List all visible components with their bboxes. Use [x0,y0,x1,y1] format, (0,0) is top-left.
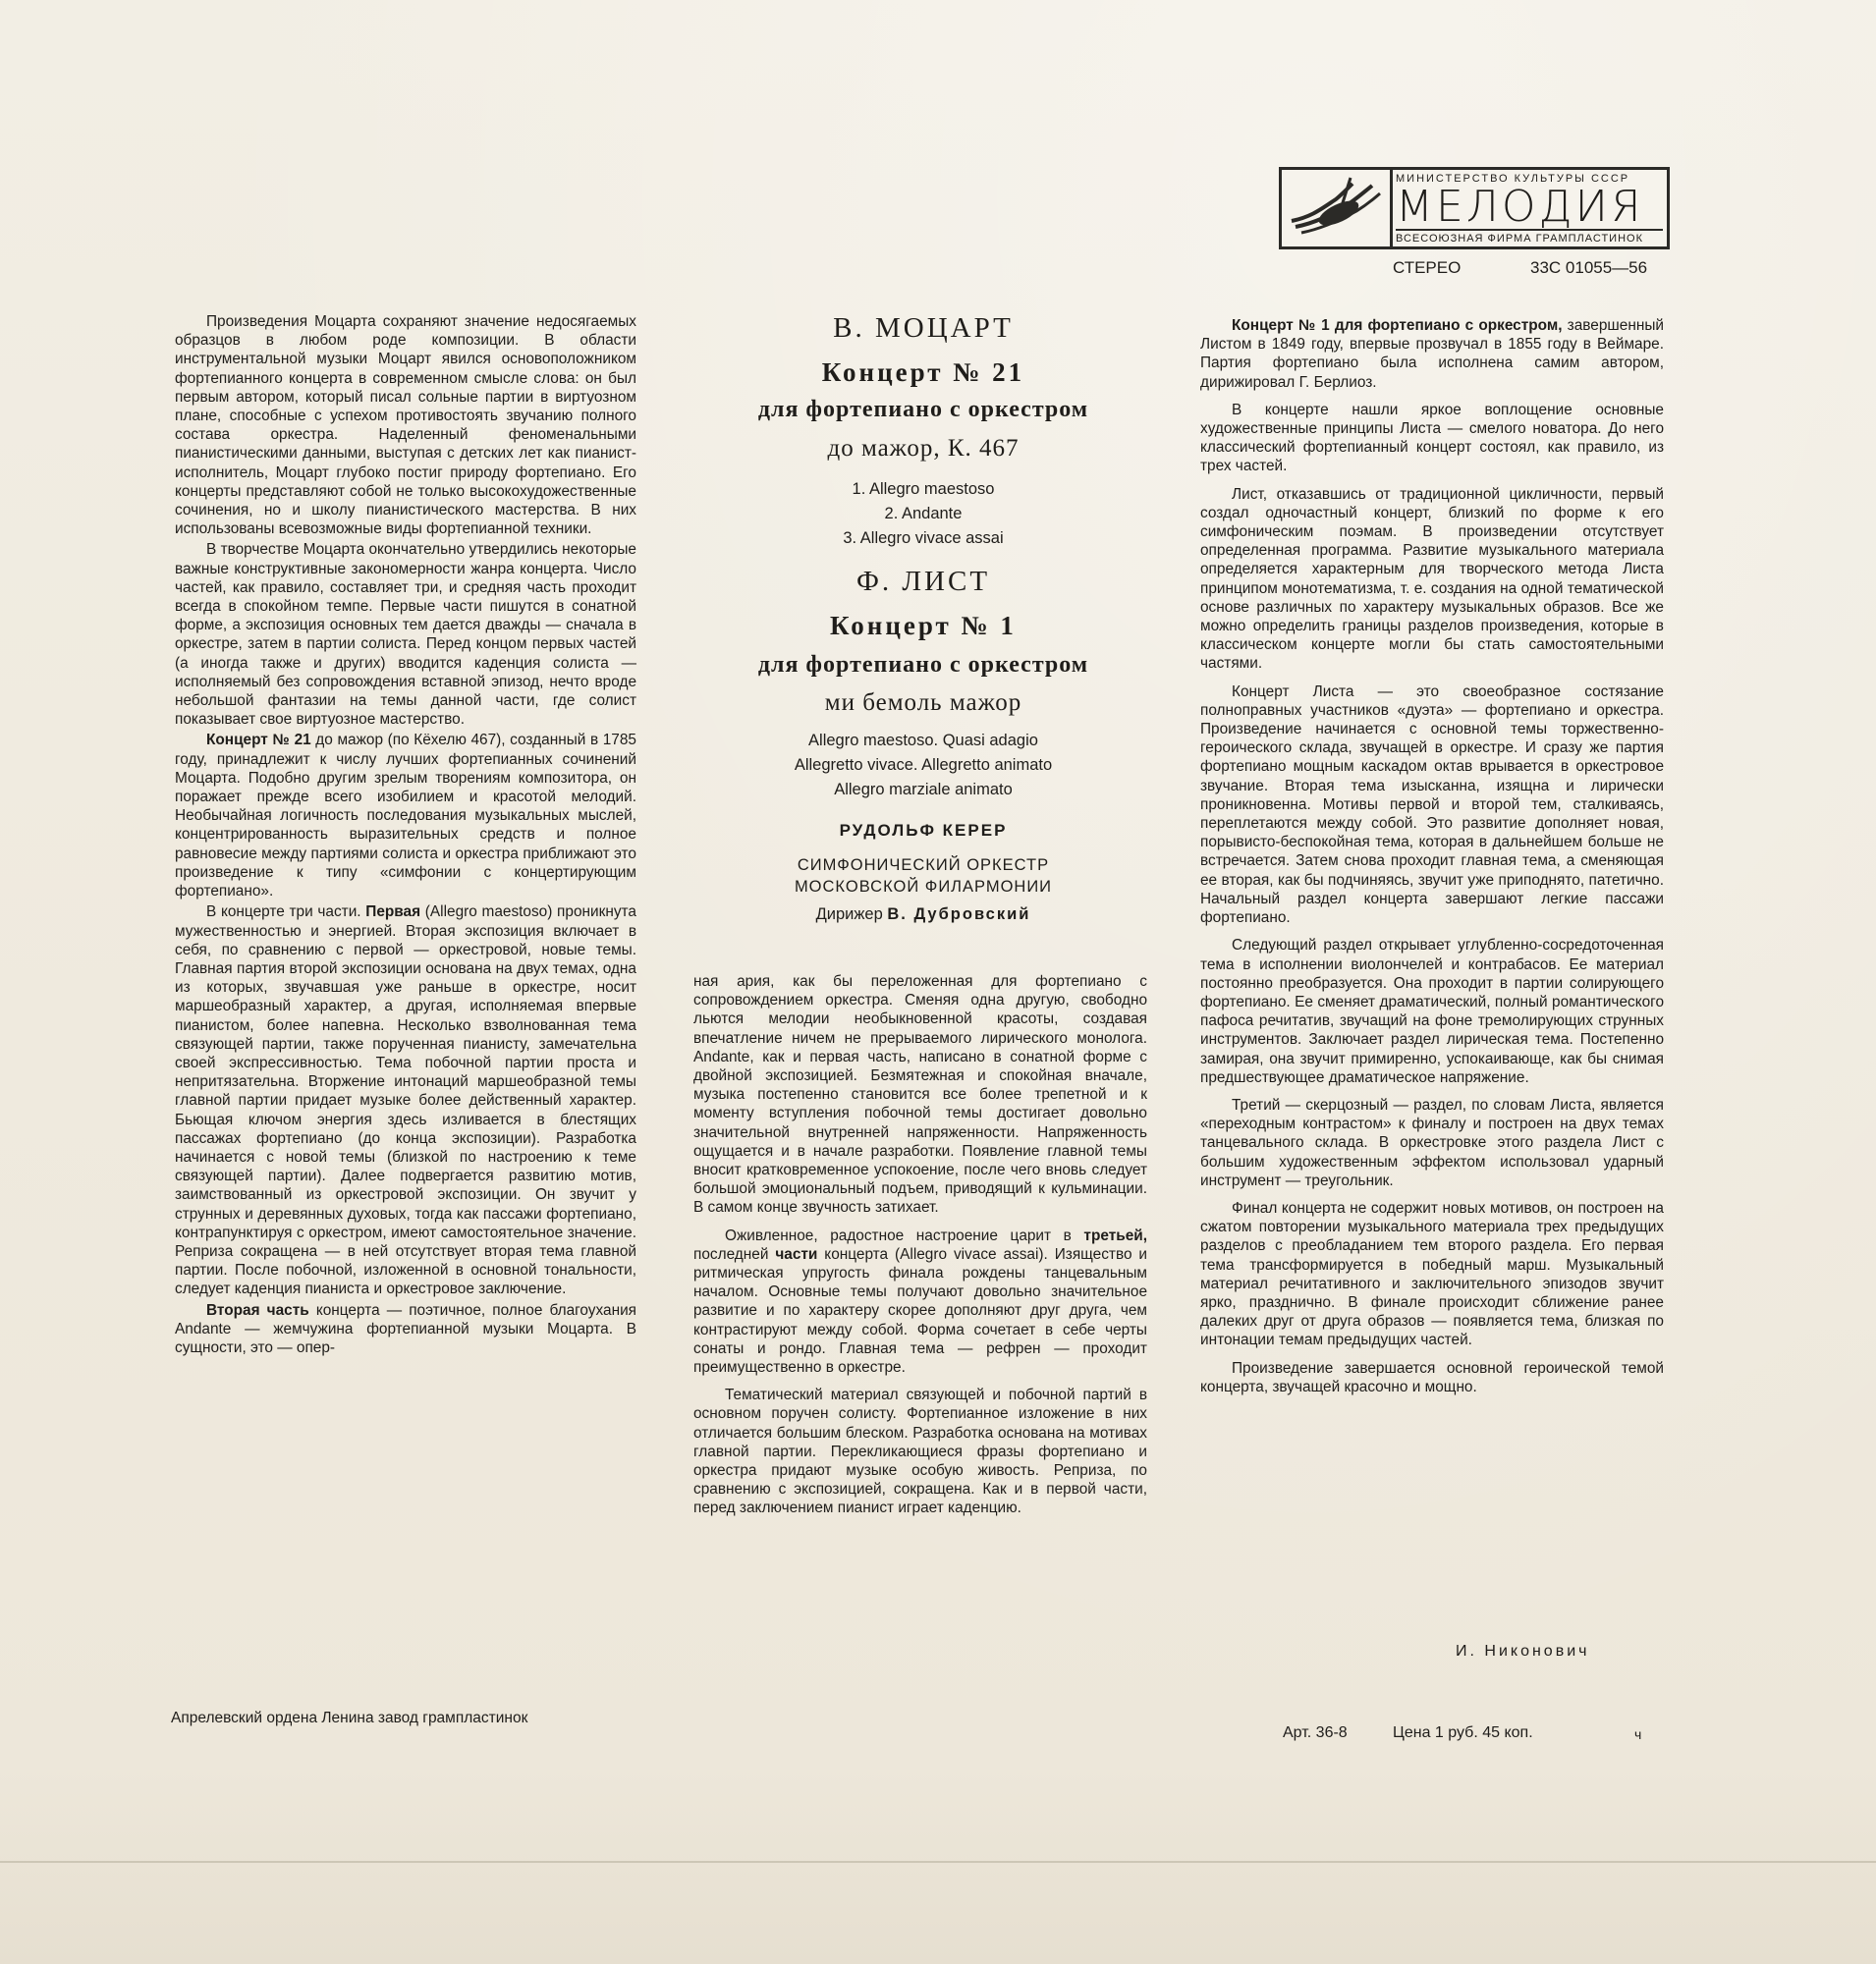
paragraph: Концерт Листа — это своеобразное состязание полноправных участников «дуэта» — фортепиано и оркестра. Произведение начинается с основной темы торжественно-героического склада, звучащей в оркестре. И сразу же партия фортепиано мощным каскадом октав врывается в оркестровое звучание. Вторая тема изысканна, изящна и лирически проникновенна. Мотивы первой и второй тем, сталкиваясь, переплетаются между собой. Это развитие дополняет новая, порывисто-беспокойная тема, которая в дальнейшем больше не встречается. Затем снова проходит главная тема, а сменяющая ее вторая, как бы подчиняясь, звучит уже приподнято, патетично. Начальный раздел концерта завершают легкие пассажи фортепиано. [1200,682,1664,927]
movement: 1. Allegro maestoso [852,480,995,498]
conductor [688,905,1159,924]
paragraph-text: завершенный Листом в 1849 году, впервые прозвучал в 1855 году в Веймаре. Партия фортепиано была исполнена самим автором, дирижировал Г. Берлиоз. [1200,317,1664,391]
bold-phrase: третьей, [1083,1227,1147,1244]
mozart-movements [688,477,1159,551]
orchestra [688,854,1159,898]
logo-ministry: МИНИСТЕРСТВО КУЛЬТУРЫ СССР [1396,173,1630,185]
conductor-name: В. Дубровский [887,905,1031,923]
paragraph-text: (Allegro maestoso) проникнута мужественностью и энергией. Вторая экспозиция включает в себя, по сравнению с первой — оркестровой, новые темы. Главная партия второй экспозиции основана на двух темах, одна из которых, звучавшая уже раньше в оркестре, носит маршеобразный характер, а другая, исполняемая впервые пианистом, более напевна. Несколько взволнованная тема связующей партии, также порученная пианисту, замечательна своей экспрессивностью. Тема побочной партии проста и непритязательна. Вторжение интонаций маршеобразной темы главной партии придает музыке более действенный характер. Бьющая ключом энергия здесь изливается в блестящих пассажах фортепиано (до конца экспозиции). Разработка начинается с новой темы (близкой по настроению к теме связующей партии). Далее подвергается развитию мотив, заимствованный из оркестровой экспозиции. Он звучит у струнных и деревянных духовых, тогда как пассажи фортепиано, контрапунктируя с оркестром, имеют самостоятельное значение. Реприза сокращена — в ней отсутствует вторая тема главной партии. После побочной, изложенной в основной тональности, следует каденция пианиста и оркестровое заключение. [175,903,636,1298]
mozart-composer: В. МОЦАРТ [833,312,1014,344]
price: Цена 1 руб. 45 коп. [1393,1724,1533,1741]
orchestra-line: МОСКОВСКОЙ ФИЛАРМОНИИ [794,878,1053,896]
bold-phrase: Вторая часть [206,1301,309,1319]
paragraph: Тематический материал связующей и побочной партий в основном поручен солисту. Фортепианное изложение в них отличается большим блеском. Разработка основана на мотивах главной партии. Перекликающиеся фразы фортепиано и оркестра придают музыке особую живость. Реприза, по сравнению с экспозицией, сокращена. Как и в первой части, перед заключением пианист играет каденцию. [693,1387,1147,1517]
bold-phrase: Концерт № 21 [206,732,311,749]
liszt-movements [688,729,1159,802]
paragraph: Произведение завершается основной героической темой концерта, звучащей красочно и мощно. [1200,1359,1664,1395]
bold-phrase: части [775,1245,818,1263]
paragraph: Третий — скерцозный — раздел, по словам Листа, является «переходным контрастом» к финалу и построен на двух темах танцевального склада. В оркестровке этого раздела Лист с большим художественным эффектом использовал ударный инструмент — треугольник. [1200,1096,1664,1189]
paragraph-text: концерта — поэтичное, полное благоухания Andante — жемчужина фортепианной музыки Моцарта. В сущности, это — опер- [175,1301,637,1356]
paragraph: В концерте нашли яркое воплощение основные художественные принципы Листа — смелого новатора. До него классический фортепианный концерт состоял, как правило, из трех частей. [1200,401,1664,475]
bold-phrase: Концерт № 1 для фортепиано с оркестром, [1232,317,1563,334]
paragraph: ная ария, как бы переложенная для фортепиано с сопровождением оркестра. Сменяя одна другую, свободно льются мелодии необыкновенной красоты, создавая впечатление ничем не прерываемого лирического монолога. Andante, как и первая часть, написано в сонатной форме с двойной экспозицией. Безмятежная и спокойная вначале, музыка постепенно становится все более трепетной и к моменту вступления побочной темы достигает довольно значительной внутренней напряженности. Напряженность ощущается и в начале разработки. Появление главной темы вносит кратковременное успокоение, после чего вновь следует большой эмоциональный подъем, приводящий к кульминации. В самом конце звучность затихает. [693,973,1147,1217]
middle-text-column [693,972,1147,1518]
print-mark: ч [1634,1726,1642,1742]
paragraph: Финал концерта не содержит новых мотивов, он построен на сжатом повторении музыкального материала трех предыдущих разделов с преобладанием тем второго раздела. Его первая тема трансформируется в победный марш. Музыкальный материал речитативного и заключительного эпизодов звучит ярко, празднично. В финале происходит сближение ранее далеких друг от друга образов — появляется тема, близкая по интонации темам предыдущих частей. [1200,1199,1664,1349]
movement: Allegretto vivace. Allegretto animato [794,756,1053,774]
orchestra-line: СИМФОНИЧЕСКИЙ ОРКЕСТР [797,856,1050,874]
paragraph [693,1227,1147,1378]
paragraph: Лист, отказавшись от традиционной цикличности, первый создал одночастный концерт, близкий по форме к его симфоническим поэмам. В произведении отсутствует определенная программа. Развитие музыкального материала определяется характерным для творческого метода Листа принципом монотематизма, т. е. создания на одной тематической основе различных по характеру музыкальных образов. Все же можно определить границы разделов произведения, которые в классическом концерте могли бы стать самостоятельными частями. [1200,485,1664,673]
paragraph: В творчестве Моцарта окончательно утвердились некоторые важные конструктивные закономерности жанра концерта. Число частей, как правило, составляет три, и средняя часть проходит всегда в спокойном темпе. Первые части пишутся в сонатной форме, а экспозиция основных тем дается дважды — сначала в оркестре, затем в партии солиста. Перед концом первых частей (а иногда также и других) вводится каденция солиста — исполняемый без сопровождения вставной эпизод, нечто вроде небольшой фантазии на темы данной части, где солист показывает свое виртуозное мастерство. [175,541,636,729]
factory-name: Апрелевский ордена Ленина завод грампластинок [171,1710,528,1726]
mozart-subtitle: для фортепиано с оркестром [757,397,1089,422]
liszt-composer: Ф. ЛИСТ [855,566,991,597]
soloist-name: РУДОЛЬФ КЕРЕР [839,821,1008,840]
paragraph-text: до мажор (по Кёхелю 467), созданный в 1785 году, принадлежит к числу лучших фортепианных сочинений Моцарта. Подобно другим зрелым творениям композитора, он поражает прежде всего изобилием и красотой мелодий. Необычайная логичность последования музыкальных мыслей, концентрированность выразительных средств и полное равновесие между партиями солиста и оркестра приближают это произведение к типу «симфонии с концертирующим фортепиано». [175,732,636,900]
movement: 2. Andante [884,505,963,522]
right-text-column [1200,316,1664,1396]
liszt-key: ми бемоль мажор [824,689,1022,716]
conductor-label: Дирижер [815,905,883,923]
logo-company: ВСЕСОЮЗНАЯ ФИРМА ГРАМПЛАСТИНОК [1396,229,1663,246]
paragraph-text: концерта (Allegro vivace assai). Изящество и ритмическая упругость финала рождены танцевальным началом. Основные темы получают довольно значительное развитие и по характеру скорее дополняют друг друга, чем контрастируют между собой. Форма сочетает в себе черты сонаты и рондо. Главная тема — рефрен — проходит преимущественно в оркестре. [693,1245,1148,1377]
paragraph-text: последней [693,1245,776,1263]
article-number: Арт. 36-8 [1283,1724,1348,1741]
mozart-key: до мажор, К. 467 [827,435,1020,462]
melodiya-logo-icon [1282,170,1393,246]
paragraph [175,731,636,900]
movement: Allegro marziale animato [834,781,1013,798]
logo-brand: МЕЛОДИЯ [1396,182,1644,232]
paragraph-text: Оживленное, радостное настроение царит в [725,1227,1084,1244]
paragraph-text: В концерте три части. [206,903,366,921]
paragraph [1200,316,1664,392]
stereo-label: СТЕРЕО [1393,258,1462,277]
left-text-column [175,312,636,1357]
author-signature: И. Никонович [1456,1643,1590,1660]
paragraph [175,902,636,1298]
movement: Allegro maestoso. Quasi adagio [808,732,1038,749]
paragraph: Следующий раздел открывает углубленно-сосредоточенная тема в исполнении виолончелей и контрабасов. Ее материал постоянно преобразуется. Она проходит в партии солирующего фортепиано. Ее сменяет драматический, полный романтического пафоса речитатив, звучащий на фоне тремолирующих струнных инструментов. Заключает раздел лирическая тема. Постепенно замирая, она звучит примиренно, успокаивающе, как бы снимая предшествующее драматическое напряжение. [1200,937,1664,1086]
catalog-number: 33С 01055—56 [1530,258,1648,277]
movement: 3. Allegro vivace assai [843,529,1004,547]
paragraph [175,1301,636,1358]
liszt-work-title: Концерт № 1 [830,611,1017,640]
bold-phrase: Первая [365,903,421,921]
melodiya-logo [1279,167,1670,249]
liszt-subtitle: для фортепиано с оркестром [757,652,1089,678]
paragraph: Произведения Моцарта сохраняют значение недосягаемых образцов в любом роде композиции. В области инструментальной музыки Моцарт явился основоположником фортепианного концерта в современном смысле слова: он был первым автором, который писал сольные партии в виртуозном плане, способные с успехом противостоять звучанию полного состава оркестра. Наделенный феноменальными пианистическими данными, выступая с детских лет как пианист-исполнитель, Моцарт глубоко постиг природу фортепиано. Его концерты представляют собой не только высокохудожественные сочинения, но и школу пианистического мастерства. В них использованы всевозможные виды фортепианной техники. [175,313,636,538]
mozart-work-title: Концерт № 21 [821,357,1025,387]
